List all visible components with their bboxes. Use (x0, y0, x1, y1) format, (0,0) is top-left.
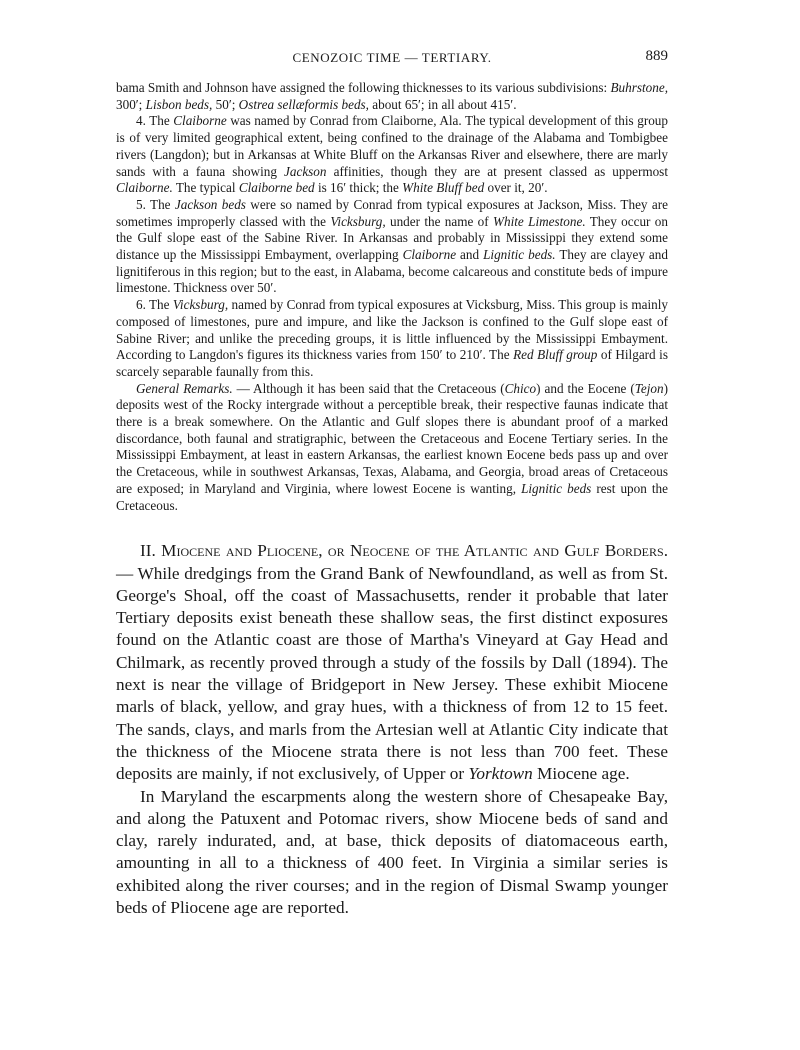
page (116, 48, 668, 919)
paragraph-buhrstone: bama Smith and Johnson have assigned the following thicknesses to its various subdivisions: Buhrstone, 300′; Lisbon beds, 50′; Ostrea sellæformis beds, about 65′; in all about 415′. (116, 80, 668, 112)
running-header (116, 48, 668, 68)
page-number: 889 (645, 48, 668, 64)
paragraph-maryland: In Maryland the escarpments along the western shore of Chesapeake Bay, and along the Patuxent and Potomac rivers, show Miocene beds of sand and clay, rarely indurated, and, at base, thick deposits of diatomaceous earth, amounting in all to a thickness of 400 feet. In Virginia a similar series is exhibited along the river courses; and in the region of Dismal Swamp younger beds of Pliocene age are reported. (116, 786, 668, 918)
paragraph-neocene: II. Miocene and Pliocene, or Neocene of the Atlantic and Gulf Borders. — While dredgings from the Grand Bank of Newfoundland, as well as from St. George's Shoal, off the coast of Massachusetts, render it probable that later Tertiary deposits exist beneath these shallow seas, the first distinct exposures found on the Atlantic coast are those of Martha's Vineyard at Gay Head and Chilmark, as recently proved through a study of the fossils by Dall (1894). The next is near the village of Bridgeport in New Jersey. These exhibit Miocene marls of black, yellow, and gray hues, with a thickness of from 12 to 15 feet. The sands, clays, and marls from the Artesian well at Atlantic City indicate that the thickness of the Miocene strata there is not less than 700 feet. These deposits are mainly, if not exclusively, of Upper or Yorktown Miocene age. (116, 541, 668, 784)
paragraph-jackson: 5. The Jackson beds were so named by Conrad from typical exposures at Jackson, Miss. They are sometimes improperly classed with the Vicksburg, under the name of White Limestone. They occur on the Gulf slope east of the Sabine River. In Arkansas and probably in Mississippi they extend some distance up the Mississippi Embayment, overlapping Claiborne and Lignitic beds. They are clayey and lignitiferous in this region; but to the east, in Alabama, become calcareous and constitute beds of impure limestone. Thickness over 50′. (116, 196, 668, 296)
paragraph-claiborne: 4. The Claiborne was named by Conrad from Claiborne, Ala. The typical development of this group is of very limited geographical extent, being confined to the drainage of the Alabama and Tombigbee rivers (Langdon); but in Arkansas at White Bluff on the Arkansas River and elsewhere, there are marly sands with a fauna showing Jackson affinities, though they are at present classed as uppermost Claiborne. The typical Claiborne bed is 16′ thick; the White Bluff bed over it, 20′. (116, 113, 668, 196)
paragraph-general-remarks: General Remarks. — Although it has been said that the Cretaceous (Chico) and the Eocene (Tejon) deposits west of the Rocky intergrade without a perceptible break, their respective faunas indicate that there is a break somewhere. On the Atlantic and Gulf slopes there is abundant proof of a marked discordance, both faunal and stratigraphic, between the Cretaceous and Eocene Tertiary series. In the Mississippi Embayment, at least in eastern Arkansas, the earliest known Eocene beds pass up and over the Cretaceous, while in southwest Arkansas, Texas, Alabama, and Georgia, broad areas of Cretaceous are exposed; in Maryland and Virginia, where lowest Eocene is wanting, Lignitic beds rest upon the Cretaceous. (116, 380, 669, 513)
main-section (116, 540, 668, 919)
running-title: CENOZOIC TIME — TERTIARY. (292, 50, 492, 65)
small-print-section (116, 80, 668, 514)
section-heading: II. Miocene and Pliocene, or Neocene of the Atlantic and Gulf Borders. (140, 541, 668, 561)
paragraph-vicksburg: 6. The Vicksburg, named by Conrad from typical exposures at Vicksburg, Miss. This group is mainly composed of limestones, pure and impure, and like the Jackson is confined to the Gulf slope east of Sabine River; and unlike the preceding groups, it is little influenced by the Mississippi Embayment. According to Langdon's figures its thickness varies from 150′ to 210′. The Red Bluff group of Hilgard is scarcely separable faunally from this. (116, 297, 668, 379)
